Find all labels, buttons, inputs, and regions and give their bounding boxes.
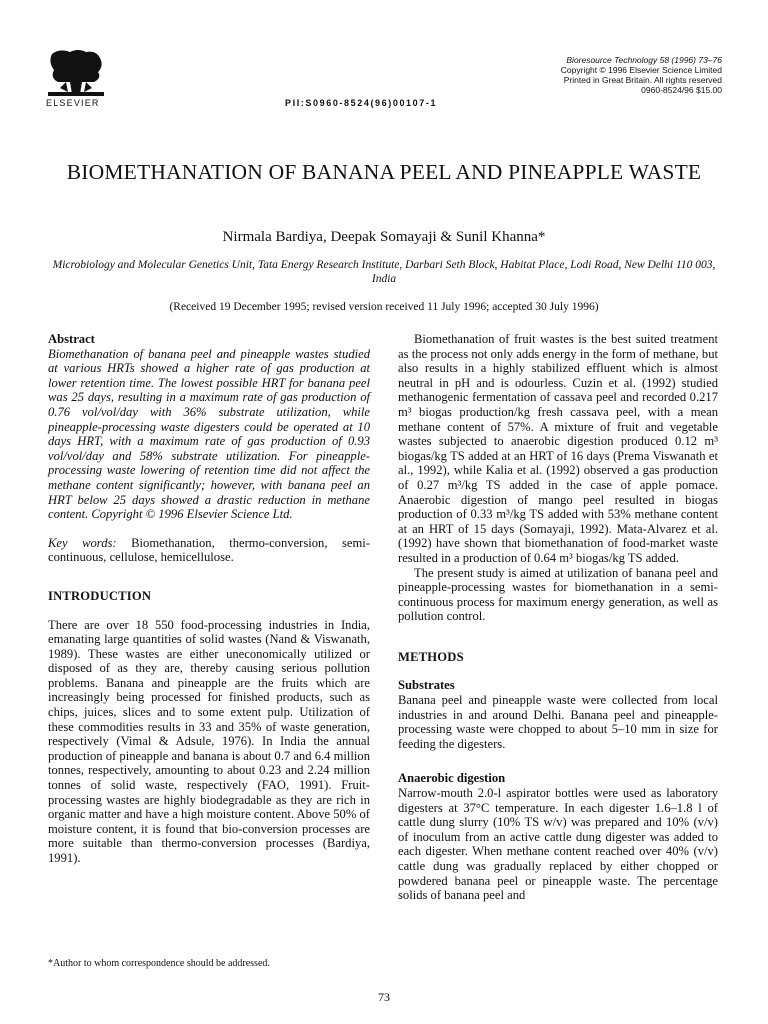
- right-column: [398, 332, 718, 903]
- abstract-text: Biomethanation of banana peel and pineapple wastes studied at various HRTs showed a higher rate of gas production at lower retention time. The lowest possible HRT for banana peel was 25 days, resulting in a maximum rate of gas production of 0.76 vol/vol/day with 36% substrate utilization, while pineapple-processing waste digesters could be operated at 10 days HRT, with a maximum rate of gas production of 0.93 vol/vol/day and 58% substrate utilization. For pineapple-processing waste lowering of retention time did not affect the methane content significantly; however, with banana peel an HRT below 25 days showed a drastic reduction in methane content. Copyright © 1996 Elsevier Science Ltd.: [48, 346, 370, 522]
- publisher-logo: [46, 48, 106, 106]
- elsevier-tree-icon: [46, 48, 106, 98]
- publisher-name: ELSEVIER: [46, 98, 100, 108]
- substrates-text: Banana peel and pineapple waste were collected from local industries in and around Delhi. Banana peel and pineapple-processing waste were chopped to about 5–10 mm in size for feeding the digesters.: [398, 693, 718, 751]
- page-number: 73: [378, 990, 390, 1004]
- introduction-heading: INTRODUCTION: [48, 588, 152, 603]
- anaerobic-digestion-heading: Anaerobic digestion: [398, 771, 506, 786]
- journal-citation: Bioresource Technology 58 (1996) 73–76: [566, 55, 722, 65]
- substrates-heading: Substrates: [398, 678, 455, 693]
- abstract-heading: Abstract: [48, 332, 95, 346]
- author-affiliation: Microbiology and Molecular Genetics Unit, Tata Energy Research Institute, Darbari Seth Block, Habitat Place, Lodi Road, New Delhi 110 003, India: [52, 259, 716, 285]
- methods-heading: METHODS: [398, 649, 464, 664]
- issn-line: 0960-8524/96 $15.00: [641, 85, 722, 95]
- printed-line: Printed in Great Britain. All rights reserved: [563, 75, 722, 85]
- introduction-text: There are over 18 550 food-processing industries in India, emanating large quantities of solid wastes (Nand & Viswanath, 1989). These wastes are either uneconomically utilized or disposed of as they are, thereby causing serious pollution problems. Banana and pineapple are the fruits which are increasingly being processed for finished products, such as chips, juices, slices and to some extent pulp. Utilization of these commodities results in 33 and 35% of waste generation, respectively (Vimal & Adsule, 1976). In India the annual production of pineapple and banana is about 0.7 and 6.4 million tonnes, respectively, amounting to about 0.23 and 2.24 million tonnes of solid waste, respectively (FAO, 1991). Fruit-processing wastes are highly biodegradable as they are rich in organic matter and have a high moisture content. Above 50% of moisture content, it is found that bio-conversion processes are more suitable than thermo-conversion processes (Bardiya, 1991).: [48, 617, 370, 865]
- correspondence-footnote: *Author to whom correspondence should be addressed.: [48, 958, 270, 969]
- copyright-line: Copyright © 1996 Elsevier Science Limited: [560, 65, 722, 75]
- article-authors: Nirmala Bardiya, Deepak Somayaji & Sunil Khanna*: [222, 229, 546, 245]
- received-dates: (Received 19 December 1995; revised version received 11 July 1996; accepted 30 July 1996): [169, 301, 599, 313]
- study-aim-paragraph: The present study is aimed at utilization of banana peel and pineapple-processing wastes for biomethanation in a semi-continuous process for maximum energy generation, as well as pollution control.: [398, 565, 718, 624]
- journal-metadata: [561, 55, 722, 95]
- anaerobic-digestion-text: Narrow-mouth 2.0-l aspirator bottles were used as laboratory digesters at 37°C temperature. In each digester 1.6–1.8 l of cattle dung slurry (10% TS w/v) was prepared and 10% (v/v) of inoculum from an active cattle dung digester was added to each digester. When methane content reached over 40% (v/v) cattle dung was gradually replaced by either chopped or powdered banana peel or pineapple waste. The percentage solids of banana peel and: [398, 786, 718, 903]
- keywords: [48, 536, 370, 565]
- keywords-label: Key words:: [48, 535, 117, 550]
- article-title: BIOMETHANATION OF BANANA PEEL AND PINEAPPLE WASTE: [66, 160, 702, 184]
- intro-paragraph-continued: Biomethanation of fruit wastes is the best suited treatment as the process not only adds energy in the form of methane, but also results in a highly stabilized effluent which is almost neutral in pH and is odourless. Cuzin et al. (1992) studied methanogenic fermentation of cassava peel and recorded 0.217 m³ biogas production/kg fresh cassava peel, with a mean methane content of 57%. A mixture of fruit and vegetable wastes subjected to anaerobic digestion produced 0.12 m³ biogas/kg TS added at an HRT of 16 days (Prema Viswanath et al., 1992), while Kalia et al. (1992) observed a gas production of 0.27 m³/kg TS added in the case of apple pomace. Anaerobic digestion of mango peel resulted in biogas production of 0.33 m³/kg TS added with 53% methane content at an HRT of 15 days (Somayaji, 1992). Mata-Alvarez et al. (1992) have shown that biomethanation of food-market waste resulted in a production of 0.64 m³ biogas/kg TS added.: [398, 332, 718, 565]
- left-column: [48, 332, 370, 866]
- keywords-text: Biomethanation, thermo-conversion, semi-continuous, cellulose, hemicellulose.: [48, 535, 370, 565]
- pii-identifier: PII:S0960-8524(96)00107-1: [285, 98, 438, 108]
